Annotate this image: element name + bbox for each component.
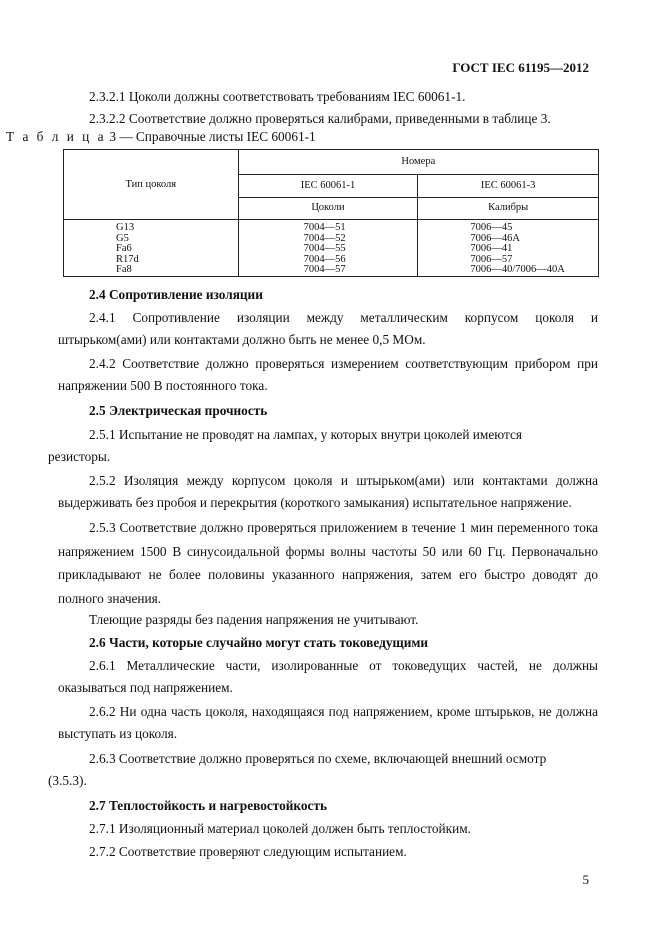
clause-2-5-3: 2.5.3 Соответствие должно проверяться приложением в течение 1 мин переменного тока напряжением 1500 В синусоидальной формы волны частоты 50 или 60 Гц. Первоначально прикладывают не более половины указанного напряжения, затем его быстро доводят до полного значения. [58,520,598,606]
clause-2-6-3-line1: 2.6.3 Соответствие должно проверяться по схеме, включающей внешний осмотр [89,751,547,766]
clause-2-5-1-line1: 2.5.1 Испытание не проводят на лампах, у которых внутри цоколей имеются [89,427,522,442]
table-caption-label: Т а б л и ц а [6,129,107,144]
table-head-iec-60061-3: IEC 60061-3 [418,175,599,198]
table-cell-gauges: 7006—45 7006—46А 7006—41 7006—57 7006—40/7006—40А [418,220,599,277]
clause-2-3-2-1: 2.3.2.1 Цоколи должны соответствовать требованиям IEC 60061-1. [89,89,466,104]
document-header: ГОСТ IEC 61195—2012 [452,60,589,75]
clause-2-3-2-2: 2.3.2.2 Соответствие должно проверяться калибрами, приведенными в таблице 3. [89,111,551,126]
table-caption-text: 3 — Справочные листы IEC 60061-1 [106,129,316,144]
table-head-iec-60061-1: IEC 60061-1 [238,175,418,198]
clause-2-7-2: 2.7.2 Соответствие проверяют следующим испытанием. [89,844,407,859]
clause-2-4-1-line2: штырьком(ами) или контактами должно быть не менее 0,5 МОм. [58,332,426,347]
table-head-gauges: Калибры [418,198,599,220]
clause-2-6-2: 2.6.2 Ни одна часть цоколя, находящаяся под напряжением, кроме штырьков, не должна выступать из цоколя. [58,704,598,741]
table-head-numbers: Номера [238,150,598,175]
table-cell-types: G13 G5 Fa6 R17d Fa8 [64,220,239,277]
clause-2-5-1-line2: резисторы. [48,449,111,464]
clause-2-6-1: 2.6.1 Металлические части, изолированные от токоведущих частей, не должны оказываться под напряжением. [58,658,598,695]
page-number: 5 [582,872,589,887]
section-2-5-title: 2.5 Электрическая прочность [89,403,268,418]
table-caption [6,129,316,145]
clause-2-7-1: 2.7.1 Изоляционный материал цоколей должен быть теплостойким. [89,821,471,836]
clause-2-4-1-line1: 2.4.1 Сопротивление изоляции между металлическим корпусом цоколя и [89,310,598,325]
section-2-6-title: 2.6 Части, которые случайно могут стать токоведущими [89,635,429,650]
section-2-7-title: 2.7 Теплостойкость и нагревостойкость [89,798,328,813]
table-head-caps: Цоколи [238,198,418,220]
clause-2-4-2: 2.4.2 Соответствие должно проверяться измерением соответствующим прибором при напряжении 500 В постоянного тока. [58,356,598,393]
clause-2-5-2: 2.5.2 Изоляция между корпусом цоколя и штырьком(ами) или контактами должна выдерживать без пробоя и перекрытия (короткого замыкания) испытательное напряжение. [58,473,598,510]
table-head-type: Тип цоколя [64,150,239,220]
table-cell-caps: 7004—51 7004—52 7004—55 7004—56 7004—57 [238,220,418,277]
reference-sheets-table [63,149,599,277]
section-2-4-title: 2.4 Сопротивление изоляции [89,287,263,302]
clause-2-5-3-note: Тлеющие разряды без падения напряжения не учитывают. [89,612,419,627]
clause-2-6-3-line2: (3.5.3). [48,773,87,788]
